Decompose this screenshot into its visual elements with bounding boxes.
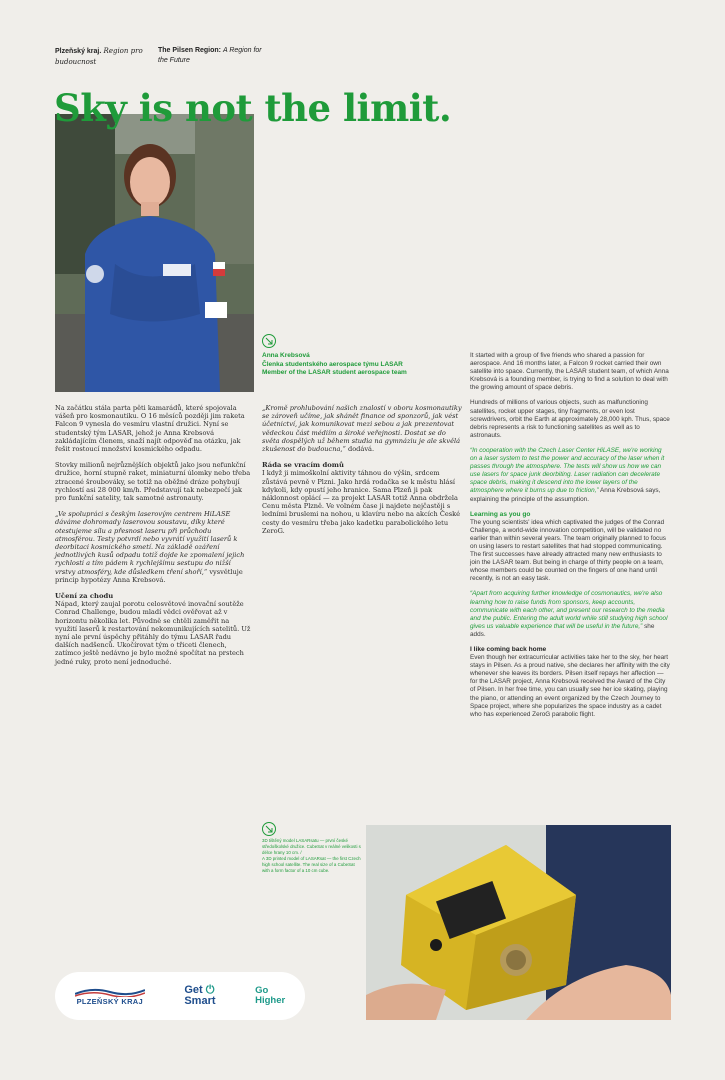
headline: Sky is not the limit. xyxy=(54,86,452,130)
quote: “Apart from acquiring further knowledge of cosmonautics, we're also learning how to raise funds from sponsors, keep accounts, communicate with each other, and present our research to the media and the public. Entering the adult world while still studying high school gives us valuable experience that will be useful in the future,” xyxy=(470,590,668,630)
header-region-en: The Pilsen Region: A Region for the Future xyxy=(158,47,262,64)
quote-paragraph xyxy=(470,590,670,639)
paragraph: Nápad, který zaujal porotu celosvětové inovační soutěže Conrad Challenge, budou mladí vědci ověřovat až v horizontu několika let. Původně se chtěli zaměřit na využití laserů k restartování nekomunikujících satelitů. Už nyní ale první úspěchy přitáhly do týmu LASAR řadu dalších nadšenců. Ukočírovat tým o třiceti členech, zatímco ještě nedávno je bylo možné spočítat na prstech jedné ruky, proto není jednoduché. xyxy=(55,600,251,666)
caption-en: A 3D printed model of LASARsat — the first Czech high school satellite. The real size of a CubeSat with a form factor of a 10 cm cube. xyxy=(262,856,361,873)
caption-role-cz: Členka studentského aerospace týmu LASAR xyxy=(262,360,403,368)
satellite-caption xyxy=(262,838,362,874)
plzensky-kraj-logo xyxy=(75,987,145,1006)
wave-icon xyxy=(75,987,145,997)
paragraph: Stovky milionů nejrůznějších objektů jako jsou nefunkční družice, horní stupně raket, miniaturní úlomky nebo třeba ztracené šroubováky, se totiž na oběžné dráze pohybují rychlostí asi 28 000 km/h. Představují tak nebezpečí jak pro funkční satelity, tak samotné astronauty. xyxy=(55,461,251,503)
quote-paragraph xyxy=(55,510,253,584)
get-smart-logo: Get ⏻ Smart xyxy=(184,984,216,1007)
quote-attribution: vysvětluje princip hypotézy Anna Krebsová. xyxy=(55,567,243,584)
paragraph: Even though her extracurricular activities take her to the sky, her heart stays in Pilsen. As a proud native, she declares her affinity with the city whenever she leaves its borders. Pilsen itself repays her affection — for the LASAR project, Anna Krebsová received the Award of the City of Pilsen. In her free time, you can usually see her ice skating, playing the piano, or attending an event organized by the Czech Journey to Space project, where she popularizes the space industry as a cadet who has experienced ZeroG parabolic flight. xyxy=(470,654,670,718)
quote-paragraph xyxy=(470,447,670,504)
quote-attribution: she adds. xyxy=(470,622,655,638)
paragraph: The young scientists' idea which captivated the judges of the Conrad Challenge, a world-wide innovation competition, will be validated no earlier than within several years. The team originally planned to focus on using lasers to restart satellites that had stopped communicating. The first successes have already attracted many new enthusiasts to join the LASAR team. But being in charge of thirty people on a team, whose members could be counted on the fingers of one hand until recently, is not an easy task. xyxy=(470,518,666,583)
arrow-down-right-icon xyxy=(262,822,276,836)
portrait-photo xyxy=(55,114,254,392)
article-column-cz-2 xyxy=(262,404,462,543)
go-higher-logo: Go Higher xyxy=(255,985,286,1006)
section-heading: Učení za chodu xyxy=(55,592,114,601)
quote: „Ve spolupráci s českým laserovým centrem HiLASE dáváme dohromady laserovou soustavu, díky které otestujeme sílu a přesnost laseru při průchodu atmosférou. Testy potvrdí nebo vyvrátí využití laserů k deorbitaci kosmického smetí. Na základě ozáření jednotlivých kusů odpadu totiž dojde ke zpomalení jejich rychlosti a tím pádem k rychlejšímu sestupu do nižší vrstvy atmosféry, kde důsledkem tření shoří,“ xyxy=(55,510,245,576)
arrow-down-right-icon xyxy=(262,334,276,348)
arrow-glyph-icon xyxy=(265,825,273,833)
caption-cz: 3D tištěný model LASARsatu — první české středoškolské družice. CubeSat v reálné velikosti s délce hrany 10 cm. / xyxy=(262,838,361,855)
article-column-cz-1 xyxy=(55,404,253,674)
portrait-caption xyxy=(262,352,462,378)
paragraph: Na začátku stála parta pěti kamarádů, které spojovala vášeň pro kosmonautiku. O 16 měsíců později jim raketa Falcon 9 vynesla do vesmíru vlastní družici. Nyní se studentský tým LASAR, jehož je Anna Krebsová zakládajícím členem, snaží najít odpověď na otázku, jak řešit rostoucí množství kosmického odpadu. xyxy=(55,404,245,454)
arrow-glyph-icon xyxy=(265,337,273,345)
caption-name: Anna Krebsová xyxy=(262,352,310,359)
quote-attribution: Anna Krebsová says, explaining the principle of the assumption. xyxy=(470,487,661,503)
satellite-photo xyxy=(366,825,671,1020)
section-heading: Ráda se vracím domů xyxy=(262,461,344,470)
arrow-circle-icon xyxy=(262,334,276,348)
caption-role-en: Member of the LASAR student aerospace team xyxy=(262,369,407,376)
plzensky-kraj-label: PLZEŇSKÝ KRAJ xyxy=(76,996,143,1006)
paragraph: Hundreds of millions of various objects, such as malfunctioning satellites, rocket upper stages, tiny fragments, or even lost screwdrivers, orbit the Earth at approximately 28,000 kph. Thus, space debris represents a risk to functioning satellites as well as to astronauts. xyxy=(470,399,670,439)
section-heading: I like coming back home xyxy=(470,646,547,653)
portrait-illustration xyxy=(55,114,254,392)
satellite-illustration xyxy=(366,825,671,1020)
sponsor-logos xyxy=(55,972,305,1020)
paragraph: I když ji mimoškolní aktivity táhnou do výšin, srdcem zůstává pevně v Plzni. Jako hrdá rodačka se k městu hlásí kdykoli, kdy opustí jeho hranice. Sama Plzeň ji pak náklonnost oplácí — za projekt LASAR totiž Anna obdržela Cenu města Plzně. Ve volném čase ji najdete nejčastěji s ledními bruslemi na nohou, u klavíru nebo na akcích České cesty do vesmíru třeba jako kadetku parabolického letu ZeroG. xyxy=(262,469,461,535)
quote-attribution: dodává. xyxy=(345,445,375,454)
header-region-cz: Plzeňský kraj. Region pro budoucnost xyxy=(55,47,143,66)
quote-paragraph xyxy=(262,404,462,453)
quote: “In cooperation with the Czech Laser Center HiLASE, we're working on a laser system to test the power and accuracy of the laser when it passes through the atmosphere. The tests will show us how we can use lasers for space junk deorbiting. Laser radiation can decelerate space debris, making it descend into the lower layers of the atmosphere where it burns up due to friction,” xyxy=(470,446,665,495)
quote: „Kromě prohlubování našich znalostí v oboru kosmonautiky se zároveň učíme, jak shánět finance od sponzorů, jak vést účetnictví, jak komunikovat mezi sebou a jak prezentovat vědeckou část médiím a široké veřejnosti. Dostat se do světa dospělých už během studia na gymnáziu je ale skvělá zkušenost do budoucna,“ xyxy=(262,404,462,454)
article-column-en xyxy=(470,352,670,726)
arrow-circle-icon xyxy=(262,822,276,836)
section-heading: Learning as you go xyxy=(470,510,531,518)
power-icon: ⏻ xyxy=(205,984,215,996)
paragraph: It started with a group of five friends who shared a passion for aerospace. And 16 months later, a Falcon 9 rocket carried their own satellite into space. Currently, the LASAR student team, of which Anna Krebsová is a founding member, is trying to find a solution to deal with the growing amount of space debris. xyxy=(470,352,669,392)
